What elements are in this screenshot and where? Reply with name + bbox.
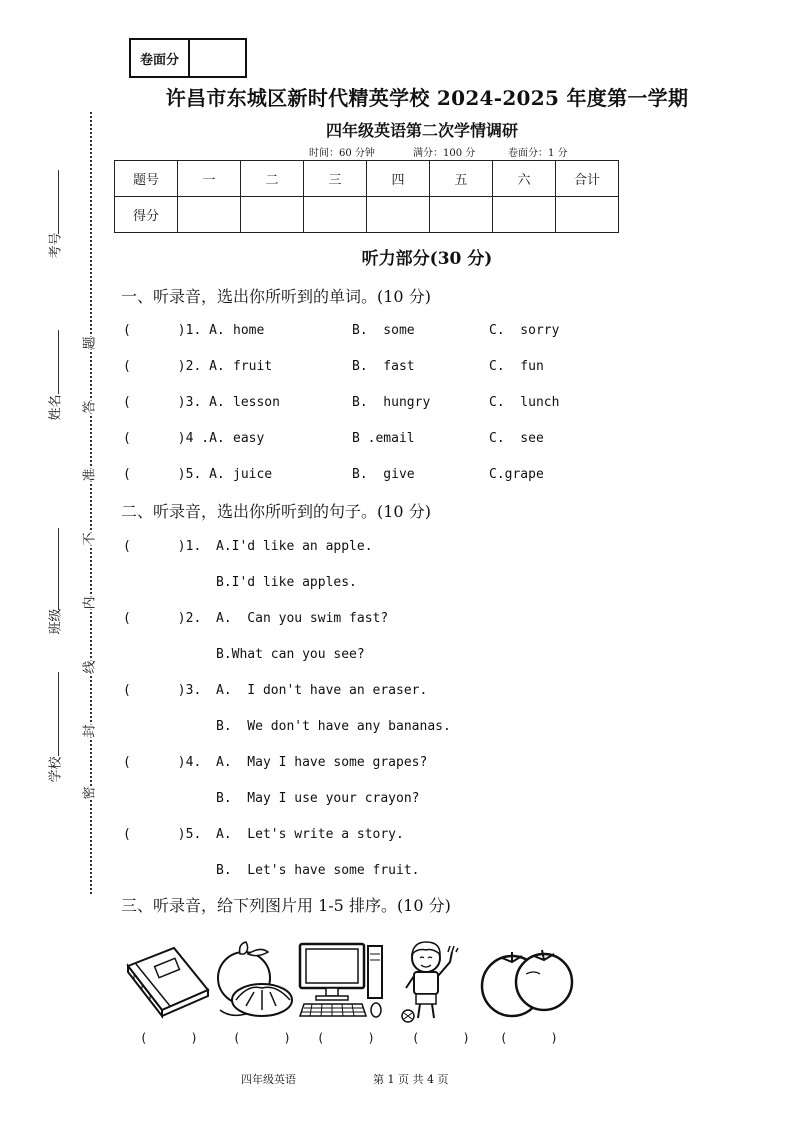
tomato-icon	[478, 944, 576, 1020]
s1-q5-a: juice	[233, 467, 273, 482]
exam-title: 四年级英语第二次学情调研	[325, 121, 518, 140]
table-cell: 四	[367, 161, 430, 197]
section1-title: 一、听录音，选出你所听到的单词。(10 分)	[121, 287, 431, 306]
full-score: 满分：100 分	[413, 148, 476, 159]
s2-q2-num[interactable]: ( )2.	[123, 611, 202, 626]
section2-title: 二、听录音，选出你所听到的句子。(10 分)	[121, 502, 431, 521]
s2-q1-b: B.I'd like apples.	[216, 575, 357, 590]
s1-q1-c: C. sorry	[489, 323, 560, 338]
paper-score-value[interactable]	[190, 40, 245, 76]
book-icon	[122, 940, 216, 1022]
score-input-cell[interactable]	[493, 197, 556, 233]
table-cell: 一	[178, 161, 241, 197]
listening-heading: 听力部分(30 分)	[361, 249, 493, 269]
s2-q4-a: A. May I have some grapes?	[216, 755, 428, 770]
s2-q2-a: A. Can you swim fast?	[216, 611, 389, 626]
paper-score-info: 卷面分：1 分	[508, 148, 568, 159]
s1-q2-a: fruit	[233, 359, 273, 374]
score-input-cell[interactable]	[178, 197, 241, 233]
s2-q5-num[interactable]: ( )5.	[123, 827, 202, 842]
seal-char: 答	[82, 400, 98, 414]
s1-q3-b: B. hungry	[352, 395, 431, 410]
s2-q5-b: B. Let's have some fruit.	[216, 863, 420, 878]
footer-page: 第 1 页 共 4 页	[373, 1073, 449, 1086]
s2-q5-a: A. Let's write a story.	[216, 827, 404, 842]
table-cell: 题号	[115, 161, 178, 197]
footer-subject: 四年级英语	[241, 1073, 296, 1086]
table-cell: 二	[241, 161, 304, 197]
s1-q2-b: B. fast	[352, 359, 415, 374]
s1-q5-c: C.grape	[489, 467, 544, 482]
s1-q3-c: C. lunch	[489, 395, 560, 410]
field-line[interactable]	[58, 330, 59, 394]
seal-char: 封	[82, 724, 98, 738]
class-label: 班级	[48, 608, 64, 635]
table-cell: 得分	[115, 197, 178, 233]
table-cell: 三	[304, 161, 367, 197]
s1-q3-a: lesson	[233, 395, 280, 410]
score-input-cell[interactable]	[556, 197, 619, 233]
score-table-score-row	[115, 197, 619, 233]
school-title: 许昌市东城区新时代精英学校 2024-2025 年度第一学期	[165, 86, 689, 110]
s1-q4-a: easy	[233, 431, 265, 446]
school-label: 学校	[48, 756, 64, 783]
score-table	[114, 160, 619, 233]
name-label: 姓名	[48, 394, 64, 421]
time-info: 时间：60 分钟	[309, 148, 375, 159]
s1-q4-b: B .email	[352, 431, 415, 446]
picture-3-blank[interactable]: ( )	[317, 1031, 375, 1045]
s1-q5-num[interactable]: ( )5. A.	[123, 467, 225, 482]
picture-5-blank[interactable]: ( )	[500, 1031, 558, 1045]
s1-q1-b: B. some	[352, 323, 415, 338]
s2-q3-a: A. I don't have an eraser.	[216, 683, 428, 698]
field-line[interactable]	[58, 170, 59, 234]
s2-q3-num[interactable]: ( )3.	[123, 683, 202, 698]
score-input-cell[interactable]	[367, 197, 430, 233]
s1-q5-b: B. give	[352, 467, 415, 482]
table-cell: 六	[493, 161, 556, 197]
s2-q2-b: B.What can you see?	[216, 647, 365, 662]
field-line[interactable]	[58, 672, 59, 756]
field-line[interactable]	[58, 528, 59, 610]
seal-char: 线	[82, 660, 98, 674]
score-input-cell[interactable]	[430, 197, 493, 233]
s1-q2-num[interactable]: ( )2. A.	[123, 359, 225, 374]
paper-score-label: 卷面分	[131, 40, 190, 76]
seal-char: 密	[82, 786, 98, 800]
picture-4-blank[interactable]: ( )	[412, 1031, 470, 1045]
seal-char: 不	[82, 532, 98, 546]
s1-q1-a: home	[233, 323, 265, 338]
picture-2-blank[interactable]: ( )	[233, 1031, 291, 1045]
paper-score-box	[129, 38, 247, 78]
binding-dotted-line	[90, 112, 92, 894]
score-input-cell[interactable]	[304, 197, 367, 233]
table-cell: 合计	[556, 161, 619, 197]
orange-icon	[210, 940, 298, 1022]
table-cell: 五	[430, 161, 493, 197]
picture-1-blank[interactable]: ( )	[140, 1031, 198, 1045]
s2-q4-b: B. May I use your crayon?	[216, 791, 420, 806]
s2-q1-a: A.I'd like an apple.	[216, 539, 373, 554]
seal-char: 内	[82, 596, 98, 610]
exam-number-label: 考号	[48, 232, 64, 259]
s1-q1-num[interactable]: ( )1. A.	[123, 323, 225, 338]
boy-icon	[396, 938, 466, 1024]
score-table-header-row	[115, 161, 619, 197]
s1-q3-num[interactable]: ( )3. A.	[123, 395, 225, 410]
s1-q4-c: C. see	[489, 431, 544, 446]
s2-q1-num[interactable]: ( )1.	[123, 539, 202, 554]
section3-title: 三、听录音，给下列图片用 1-5 排序。(10 分)	[121, 896, 451, 915]
s1-q4-num[interactable]: ( )4 .A.	[123, 431, 225, 446]
s2-q3-b: B. We don't have any bananas.	[216, 719, 451, 734]
s2-q4-num[interactable]: ( )4.	[123, 755, 202, 770]
seal-char: 题	[82, 336, 98, 350]
s1-q2-c: C. fun	[489, 359, 544, 374]
seal-char: 准	[82, 468, 98, 482]
computer-icon	[296, 940, 386, 1022]
score-input-cell[interactable]	[241, 197, 304, 233]
